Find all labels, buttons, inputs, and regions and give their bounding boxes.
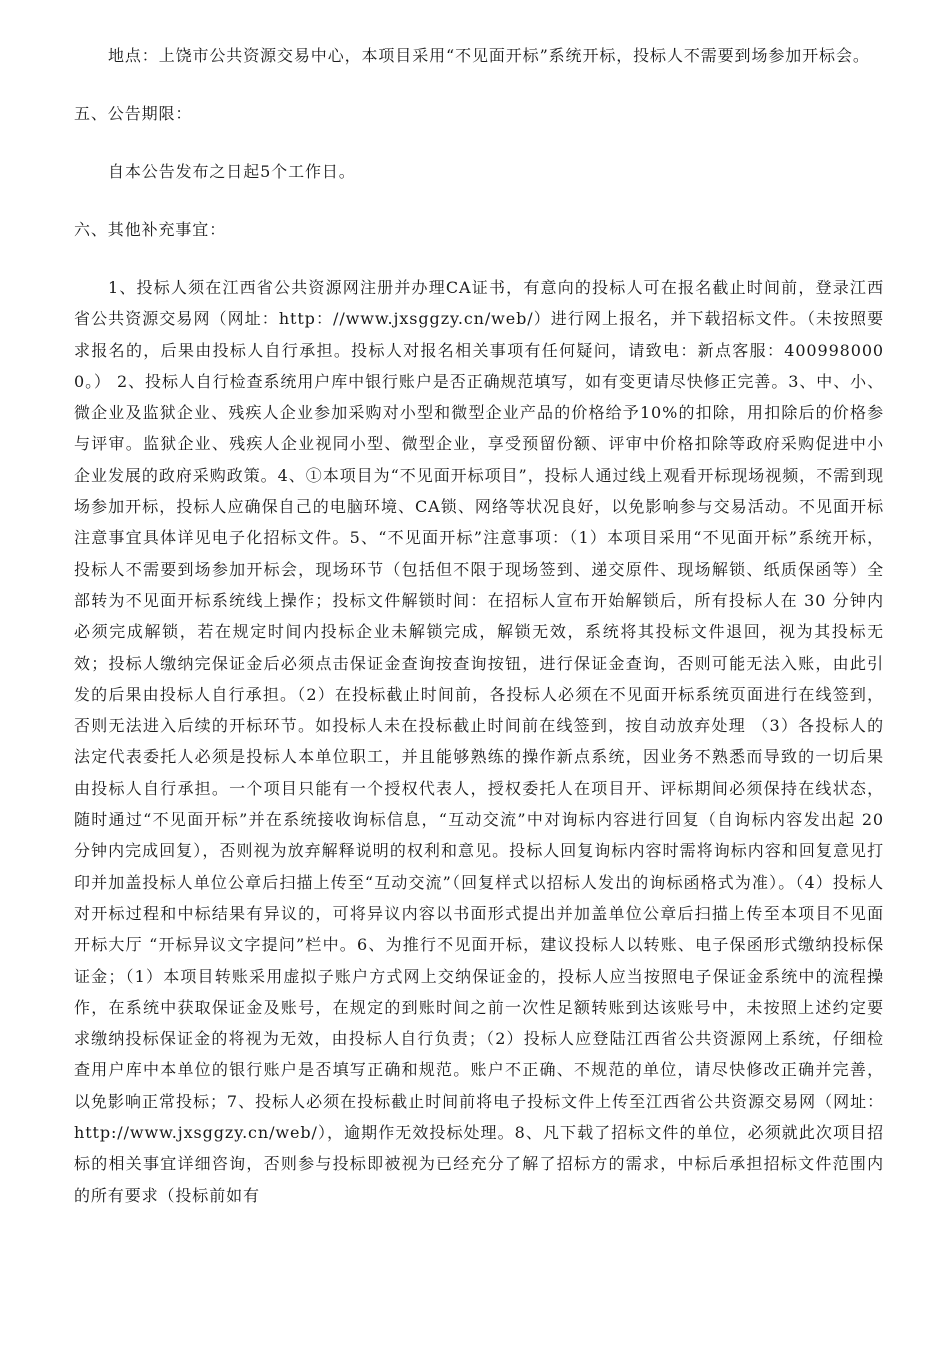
section-six-body: 1、投标人须在江西省公共资源网注册并办理CA证书，有意向的投标人可在报名截止时间前，登录江西省公共资源交易网（网址：http：//www.jxsggzy.cn/web/）进行网上报名，并下载招标文件。（未按照要求报名的，后果由投标人自行承担。投标人对报名相关事项有任何疑问，请致电：新点客服：4009980000。） 2、投标人自行检查系统用户库中银行账户是否正确规范填写，如有变更请尽快修正完善。3、中、小、微企业及监狱企业、残疾人企业参加采购对小型和微型企业产品的价格给予10%的扣除，用扣除后的价格参与评审。监狱企业、残疾人企业视同小型、微型企业，享受预留份额、评审中价格扣除等政府采购促进中小企业发展的政府采购政策。4、①本项目为“不见面开标项目”，投标人通过线上观看开标现场视频，不需到现场参加开标，投标人应确保自己的电脑环境、CA锁、网络等状况良好，以免影响参与交易活动。不见面开标注意事宜具体详见电子化招标文件。5、“不见面开标”注意事项：（1）本项目采用“不见面开标”系统开标，投标人不需要到场参加开标会，现场环节（包括但不限于现场签到、递交原件、现场解锁、纸质保函等）全部转为不见面开标系统线上操作；投标文件解锁时间：在招标人宣布开始解锁后，所有投标人在 30 分钟内必须完成解锁，若在规定时间内投标企业未解锁完成，解锁无效，系统将其投标文件退回，视为其投标无效；投标人缴纳完保证金后必须点击保证金查询按查询按钮，进行保证金查询，否则可能无法入账，由此引发的后果由投标人自行承担。（2）在投标截止时间前，各投标人必须在不见面开标系统页面进行在线签到，否则无法进入后续的开标环节。如投标人未在投标截止时间前在线签到，按自动放弃处理 （3）各投标人的法定代表委托人必须是投标人本单位职工，并且能够熟练的操作新点系统，因业务不熟悉而导致的一切后果由投标人自行承担。一个项目只能有一个授权代表人，授权委托人在项目开、评标期间必须保持在线状态，随时通过“不见面开标”并在系统接收询标信息，“互动交流”中对询标内容进行回复（自询标内容发出起 20 分钟内完成回复），否则视为放弃解释说明的权利和意见。投标人回复询标内容时需将询标内容和回复意见打印并加盖投标人单位公章后扫描上传至“互动交流”（回复样式以招标人发出的询标函格式为准）。（4）投标人对开标过程和中标结果有异议的，可将异议内容以书面形式提出并加盖单位公章后扫描上传至本项目不见面开标大厅 “开标异议文字提问”栏中。6、为推行不见面开标，建议投标人以转账、电子保函形式缴纳投标保证金；（1）本项目转账采用虚拟子账户方式网上交纳保证金的，投标人应当按照电子保证金系统中的流程操作，在系统中获取保证金及账号，在规定的到账时间之前一次性足额转账到达该账号中，未按照上述约定要求缴纳投标保证金的将视为无效，由投标人自行负责；（2）投标人应登陆江西省公共资源网上系统，仔细检查用户库中本单位的银行账户是否填写正确和规范。账户不正确、不规范的单位，请尽快修改正确并完善，以免影响正常投标；7、投标人必须在投标截止时间前将电子投标文件上传至江西省公共资源交易网（网址：http://www.jxsggzy.cn/web/），逾期作无效投标处理。8、凡下载了招标文件的单位，必须就此次项目招标的相关事宜详细咨询，否则参与投标即被视为已经充分了解了招标方的需求，中标后承担招标文件范围内的所有要求（投标前如有 [74,278,884,1205]
document-page [74,40,884,1211]
section-five-body: 自本公告发布之日起5个工作日。 [108,162,356,181]
section-five-heading: 五、公告期限： [74,104,193,123]
section-six-heading: 六、其他补充事宜： [74,220,227,239]
location-paragraph: 地点：上饶市公共资源交易中心，本项目采用“不见面开标”系统开标，投标人不需要到场参加开标会。 [108,46,870,65]
